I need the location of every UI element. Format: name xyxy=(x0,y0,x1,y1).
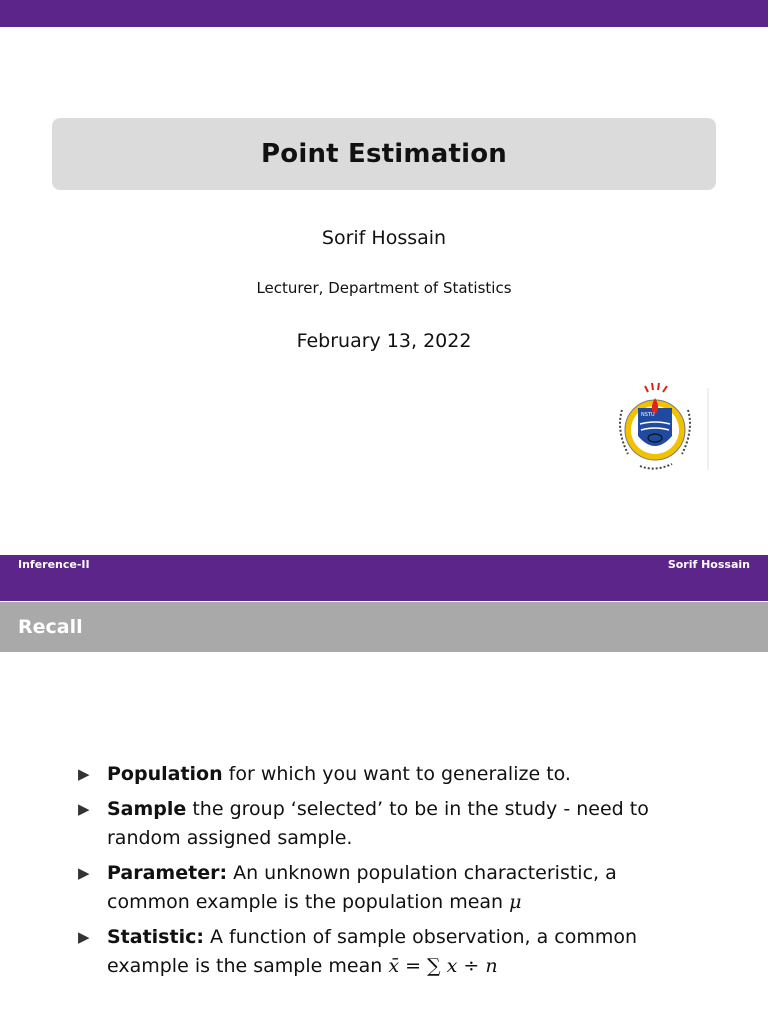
bullet-text: for which you want to generalize to. xyxy=(222,763,571,785)
bullet-term: Population xyxy=(107,763,223,785)
list-item xyxy=(78,760,698,789)
author-name: Sorif Hossain xyxy=(321,227,447,249)
bullet-triangle-icon: ▶ xyxy=(78,928,90,946)
list-item xyxy=(78,859,698,917)
bullet-text: A function of sample observation, a common example is the sample mean xyxy=(107,926,638,977)
bullet-term: Statistic: xyxy=(107,926,204,948)
list-item xyxy=(78,795,698,853)
university-logo xyxy=(610,380,710,476)
bullet-list xyxy=(78,760,698,987)
list-item xyxy=(78,923,698,981)
author-affiliation: Lecturer, Department of Statistics xyxy=(256,279,512,297)
footer-course-title: Inference-II xyxy=(18,558,90,571)
section-header-bar xyxy=(0,602,768,652)
presentation-date: February 13, 2022 xyxy=(296,330,472,352)
bullet-triangle-icon: ▶ xyxy=(78,800,90,818)
math-expression: μ xyxy=(509,891,522,913)
bullet-term: Sample xyxy=(107,798,187,820)
math-expression: x̄ = ∑ x ÷ n xyxy=(388,955,498,977)
title-box xyxy=(52,118,716,190)
logo-text-ns: NSTU xyxy=(641,412,655,418)
slide-title: Point Estimation xyxy=(261,139,507,169)
bullet-triangle-icon: ▶ xyxy=(78,864,90,882)
footer-bar xyxy=(0,555,768,601)
bullet-text: the group ‘selected’ to be in the study - need to random assigned sample. xyxy=(107,798,649,849)
section-title: Recall xyxy=(18,616,83,638)
top-header-bar xyxy=(0,0,768,27)
footer-author: Sorif Hossain xyxy=(667,558,750,571)
bullet-text: An unknown population characteristic, a common example is the population mean xyxy=(107,862,617,913)
bullet-triangle-icon: ▶ xyxy=(78,765,90,783)
bullet-term: Parameter: xyxy=(107,862,228,884)
